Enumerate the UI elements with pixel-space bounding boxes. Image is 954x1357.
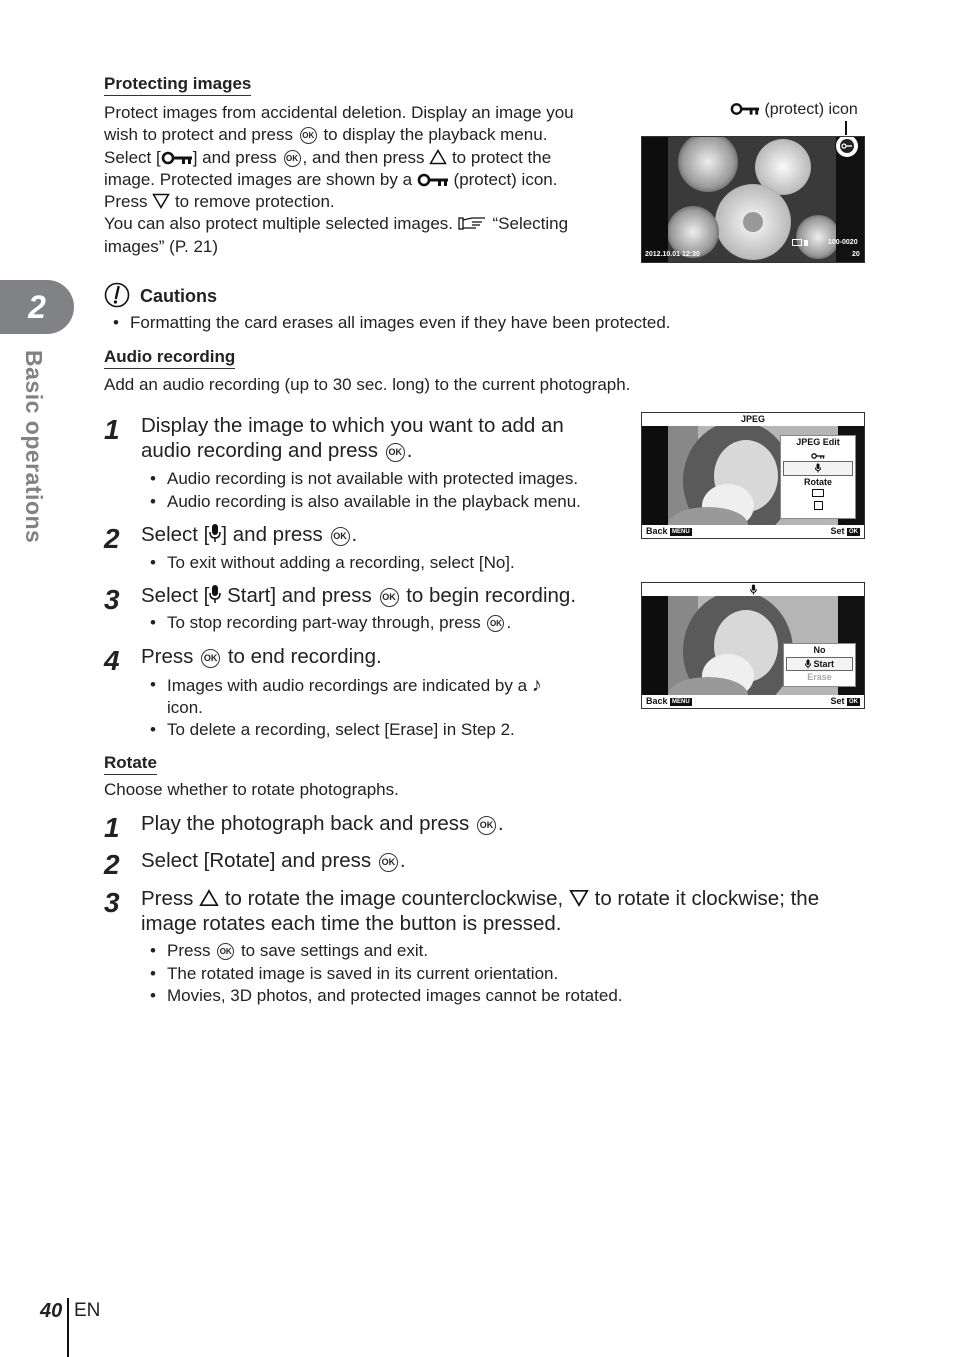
text: ] and press [221,523,323,546]
screen-icons [792,239,808,248]
caution-icon [104,282,130,308]
protect-screen [641,136,865,263]
audio-step-1-bullet-2: • Audio recording is also available in the playback menu. [141,491,581,513]
screen-title: JPEG [642,413,864,426]
microphone-icon [209,523,221,543]
chapter-title: Basic operations [21,350,47,544]
protect-key-icon [811,452,825,460]
protect-key-icon [161,151,193,165]
rotate-step-3-text [141,886,871,936]
reference-hand-icon [458,215,488,231]
callout-label: (protect) icon [764,101,858,118]
chapter-tab: 2 [0,280,74,334]
ok-key: OK [849,529,858,535]
screen-footer [642,695,864,708]
audio-step-1-number: 1 [104,414,120,445]
menu-item-slideshow[interactable] [781,488,855,501]
rotate-step-2-number: 2 [104,849,120,880]
audio-start-screen [641,582,865,709]
ok-button-icon: OK [331,527,350,546]
text: to end recording. [227,645,382,668]
audio-intro: Add an audio recording (up to 30 sec. long) to the current photograph. [104,375,631,394]
slideshow-icon [812,489,824,497]
rotate-step-3-number: 3 [104,887,120,918]
text: Select [ [141,523,210,546]
text: to rotate it clockwise; the [594,887,820,910]
text: Start [813,658,835,669]
ok-button-icon: OK [487,615,504,632]
footer-divider [67,1298,69,1357]
rotate-intro: Choose whether to rotate photographs. [104,780,399,799]
text: Play the photograph back and press [141,812,470,835]
up-triangle-icon [429,149,447,165]
audio-step-2-text: Select [ ] and press OK . [141,523,358,546]
text: “Selecting [492,214,569,234]
back-hint [646,695,692,708]
audio-step-2-number: 2 [104,523,120,554]
text: To stop recording part-way through, press [167,613,481,632]
text: Press [167,941,211,960]
menu-item-audio[interactable] [783,461,853,476]
text: to rotate the image counterclockwise, [224,887,564,910]
menu-item-start[interactable] [786,657,853,672]
rotate-heading: Rotate [104,753,157,775]
menu-item-print[interactable] [781,501,855,514]
audio-step-3-text [141,583,576,608]
text: (protect) icon. [453,169,558,189]
rotate-step-1-number: 1 [104,812,120,843]
ok-button-icon: OK [284,150,301,167]
up-triangle-icon [199,889,219,907]
screen-file-number: 100-0020 [828,239,858,246]
language-code: EN [74,1300,101,1321]
quality-icon [804,240,808,246]
audio-step-1-text [141,413,611,463]
microphone-icon [805,659,811,669]
protect-line-2 [104,124,624,146]
protect-line-6 [104,213,624,235]
text: to display the playback menu. [323,125,548,145]
text: image. Protected images are shown by a [104,169,413,189]
text: Select [ [104,147,161,167]
text: wish to protect and press [104,125,293,145]
menu-item-erase[interactable]: Erase [807,672,832,682]
jpeg-menu-screen [641,412,865,539]
screen-footer [642,525,864,538]
menu-item-protect[interactable] [781,449,855,462]
protect-icon-callout [730,101,858,119]
page-number: 40 [40,1300,63,1322]
menu-item-rotate[interactable]: Rotate [803,476,832,487]
text-line [141,886,871,911]
aspect-icon [792,239,802,246]
rotate-step-1-text: Play the photograph back and press OK . [141,812,504,835]
text: Start] and press [227,584,372,607]
text: ] and press [192,147,277,167]
text: to remove protection. [174,192,335,212]
protect-key-icon [417,173,449,187]
text: Select [Rotate] and press [141,849,372,872]
text: image rotates each time the button is pressed. [141,912,562,935]
text: Back [646,526,668,536]
text: Set [830,696,845,706]
text: Press [104,192,148,212]
ok-button-icon: OK [300,127,317,144]
caution-item: • Formatting the card erases all images even if they have been protected. [104,312,671,334]
print-icon [814,501,823,510]
text: audio recording and press [141,439,379,462]
audio-step-3-bullet: • To stop recording part-way through, press OK . [141,612,511,634]
text: icon. [167,698,203,717]
protect-line-4 [104,169,624,191]
protect-line-3 [104,147,624,169]
ok-button-icon: OK [386,443,405,462]
text: Images with audio recordings are indicated by a [167,676,528,695]
audio-step-4-number: 4 [104,645,120,676]
protect-heading: Protecting images [104,74,251,96]
protect-line-7: images” (P. 21) [104,236,219,256]
jpeg-edit-menu [780,435,856,519]
text-line: audio recording and press OK . [141,439,413,462]
text: Set [830,526,845,536]
audio-step-4-text [141,644,382,669]
back-hint [646,525,692,538]
protect-body [104,102,624,258]
text: to save settings and exit. [240,941,429,960]
protect-key-icon [839,138,855,154]
ok-button-icon: OK [380,588,399,607]
text: , and then press [302,147,425,167]
audio-menu [783,643,856,687]
screen-title [642,583,864,596]
rotate-bullet-1 [141,940,428,962]
protect-line-1: Protect images from accidental deletion. Display an image you [104,103,574,122]
text: Display the image to which you want to add an [141,414,564,437]
audio-step-4-bullet-1 [141,674,617,719]
ok-key: OK [849,699,858,705]
microphone-icon [815,463,821,473]
text: Press [141,887,194,910]
callout-line [845,121,847,135]
set-hint [830,525,860,538]
cautions-title: Cautions [140,286,218,306]
music-note-icon: ♪ [531,674,542,696]
set-hint [830,695,860,708]
down-triangle-icon [152,193,170,209]
flower-photo [668,137,838,262]
text: Press [141,645,194,668]
ok-button-icon: OK [477,816,496,835]
menu-key: MENU [672,529,690,535]
text: Select [ [141,584,210,607]
rotate-step-2-text: Select [Rotate] and press OK . [141,849,406,872]
text: to begin recording. [406,584,577,607]
down-triangle-icon [569,889,589,907]
rotate-bullet-2: • The rotated image is saved in its current orientation. [141,963,558,985]
audio-step-1-bullet-1: • Audio recording is not available with protected images. [141,468,578,490]
audio-step-4-bullet-2: • To delete a recording, select [Erase] in Step 2. [141,719,515,741]
menu-key: MENU [672,699,690,705]
text: You can also protect multiple selected images. [104,214,454,234]
ok-button-icon: OK [217,943,234,960]
audio-step-2-bullet: • To exit without adding a recording, select [No]. [141,552,515,574]
screen-frame-count: 20 [852,251,860,258]
microphone-icon [209,584,221,604]
ok-button-icon: OK [379,853,398,872]
rotate-bullet-3: • Movies, 3D photos, and protected images cannot be rotated. [141,985,623,1007]
protect-line-5 [104,191,624,213]
audio-step-3-number: 3 [104,584,120,615]
text: Back [646,696,668,706]
protect-key-icon [730,102,760,116]
microphone-icon [750,584,757,595]
ok-button-icon: OK [201,649,220,668]
audio-heading: Audio recording [104,347,235,369]
text: to protect the [451,147,552,167]
menu-item-no[interactable]: No [813,645,826,655]
menu-item-jpeg-edit[interactable]: JPEG Edit [796,437,840,447]
screen-date: 2012.10.01 12:30 [645,251,700,258]
